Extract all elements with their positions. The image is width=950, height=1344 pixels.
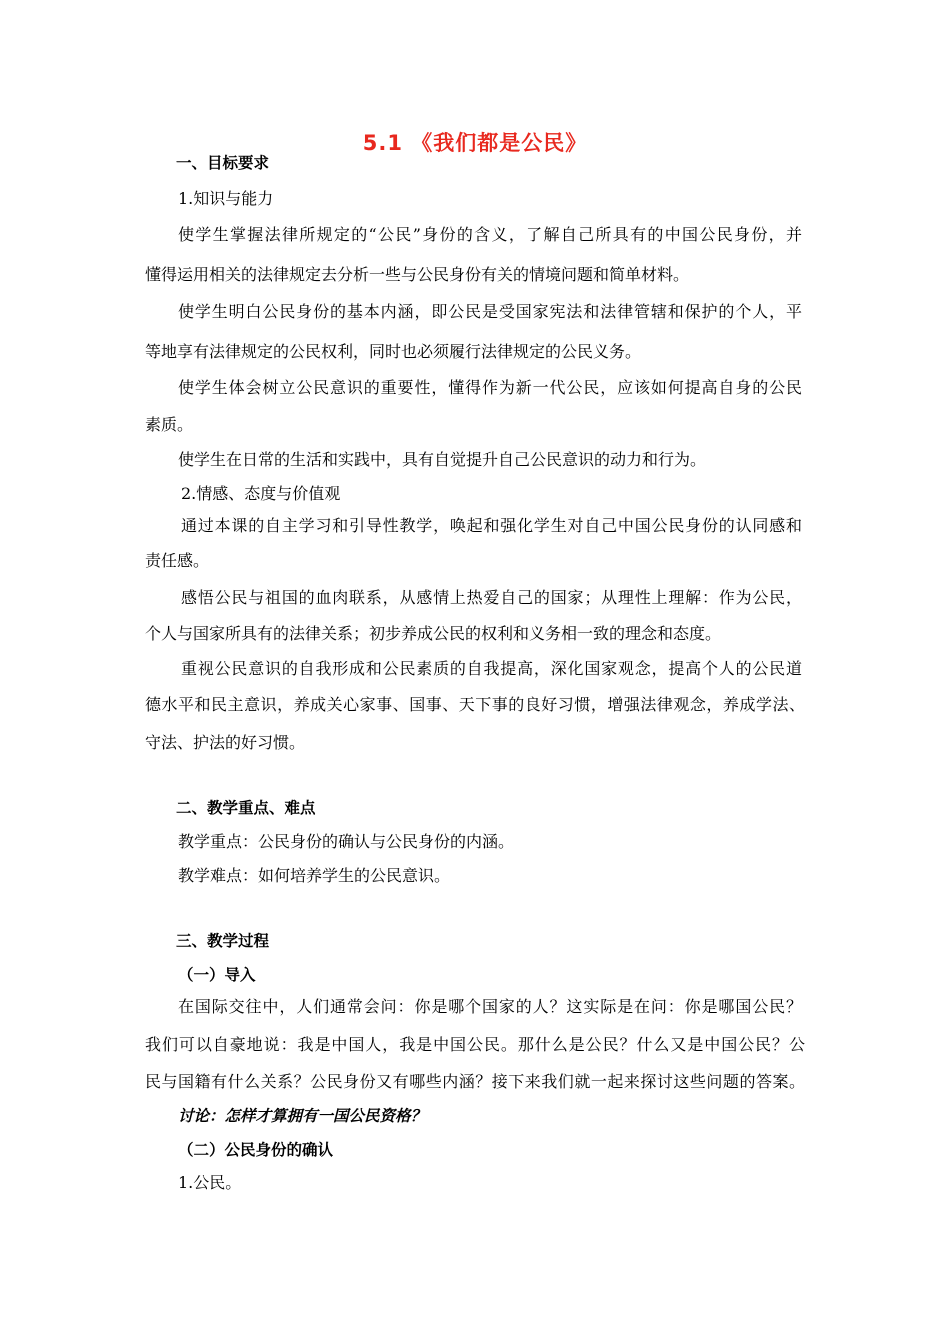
subsection-introduction: （一）导入 [178,966,256,984]
teaching-difficulty: 教学难点：如何培养学生的公民意识。 [178,866,451,885]
paragraph-line: 感悟公民与祖国的血肉联系，从感情上热爱自己的国家；从理性上理解：作为公民， [181,588,802,607]
section-1-heading: 一、目标要求 [176,154,270,172]
paragraph-line: 在国际交往中，人们通常会问：你是哪个国家的人？这实际是在问：你是哪国公民？ [178,997,802,1016]
section-3-heading: 三、教学过程 [176,932,270,950]
paragraph-line: 懂得运用相关的法律规定去分析一些与公民身份有关的情境问题和简单材料。 [145,265,690,284]
teaching-focus: 教学重点：公民身份的确认与公民身份的内涵。 [178,832,515,851]
paragraph-line: 德水平和民主意识，养成关心家事、国事、天下事的良好习惯，增强法律观念，养成学法、 [145,695,805,714]
section-2-heading: 二、教学重点、难点 [176,799,316,817]
paragraph-line: 我们可以自豪地说：我是中国人，我是中国公民。那什么是公民？什么又是中国公民？公 [145,1035,805,1054]
paragraph-line: 使学生体会树立公民意识的重要性，懂得作为新一代公民，应该如何提高自身的公民 [178,378,802,397]
paragraph-line: 使学生掌握法律所规定的“公民”身份的含义，了解自己所具有的中国公民身份，并 [178,225,802,244]
paragraph-line: 通过本课的自主学习和引导性教学，唤起和强化学生对自己中国公民身份的认同感和 [181,516,802,535]
paragraph-line: 守法、护法的好习惯。 [145,733,306,752]
paragraph-line: 等地享有法律规定的公民权利，同时也必须履行法律规定的公民义务。 [145,342,642,361]
paragraph-line: 素质。 [145,415,194,434]
subsection-citizen-identity: （二）公民身份的确认 [178,1141,334,1159]
paragraph-line: 重视公民意识的自我形成和公民素质的自我提高，深化国家观念，提高个人的公民道 [181,659,802,678]
discussion-prompt: 讨论：怎样才算拥有一国公民资格？ [178,1107,427,1125]
paragraph-line: 民与国籍有什么关系？公民身份又有哪些内涵？接下来我们就一起来探讨这些问题的答案。 [145,1072,805,1091]
paragraph-line: 1.公民。 [178,1173,242,1192]
subsection-knowledge-ability: 1.知识与能力 [178,189,274,208]
paragraph-line: 使学生明白公民身份的基本内涵，即公民是受国家宪法和法律管辖和保护的个人，平 [178,302,802,321]
paragraph-line: 个人与国家所具有的法律关系；初步养成公民的权利和义务相一致的理念和态度。 [145,624,722,643]
paragraph-line: 使学生在日常的生活和实践中，具有自觉提升自己公民意识的动力和行为。 [178,450,707,469]
subsection-emotion-attitude-values: 2.情感、态度与价值观 [181,484,341,503]
document-title: 5.1 《我们都是公民》 [362,131,588,155]
paragraph-line: 责任感。 [145,551,210,570]
